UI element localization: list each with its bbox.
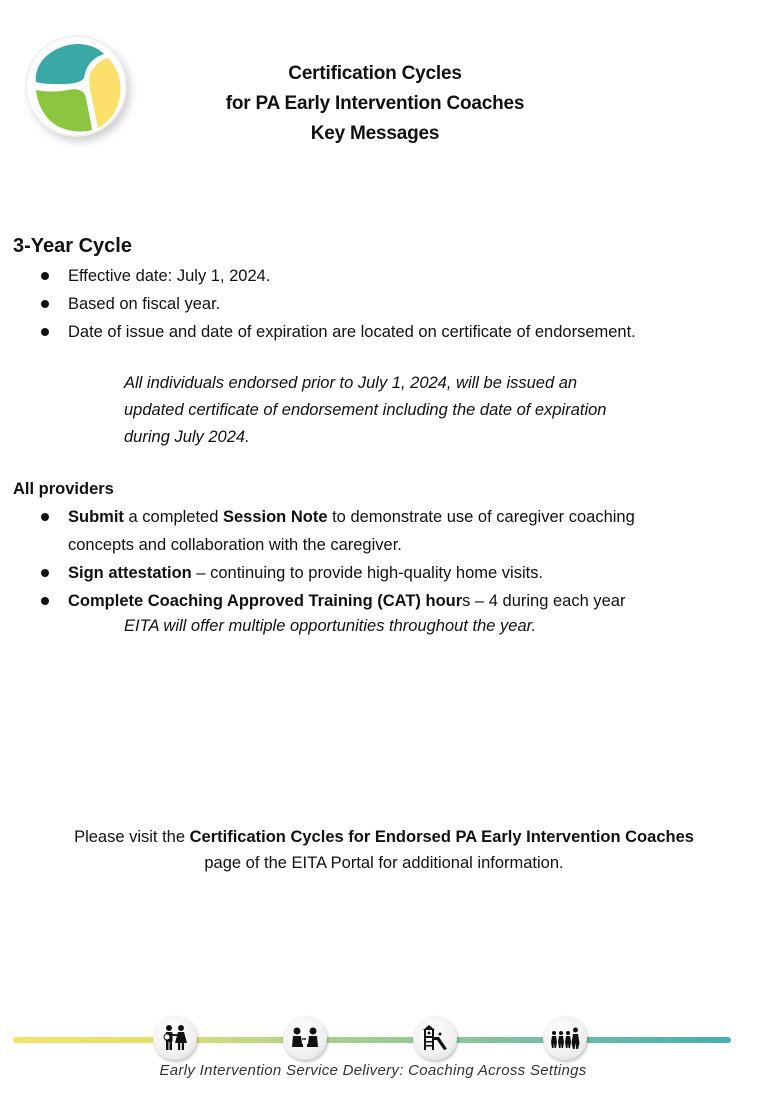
bullet-icon: [41, 300, 49, 308]
footer-caption: Early Intervention Service Delivery: Coaching Across Settings: [159, 1062, 587, 1079]
family-icon: [153, 1016, 197, 1060]
endorsement-note: [124, 370, 744, 451]
title-line-3: Key Messages: [310, 123, 440, 144]
bullet-icon: [41, 597, 49, 605]
list-item-text: Based on fiscal year.: [68, 295, 221, 313]
eita-logo: [24, 34, 138, 148]
playground-icon: [413, 1016, 457, 1060]
list-item-text: Date of issue and date of expiration are located on certificate of endorsement.: [68, 323, 636, 341]
page-title: [140, 59, 610, 149]
list-item-text: to demonstrate use of caregiver coaching: [327, 508, 635, 526]
three-year-cycle-heading: 3-Year Cycle: [13, 235, 132, 257]
session-note-label: Session Note: [222, 508, 328, 526]
list-item-text: s – 4 during each year: [462, 592, 626, 610]
visit-prefix: Please visit the: [74, 828, 190, 846]
list-item: [0, 503, 635, 559]
bullet-icon: [41, 328, 49, 336]
cat-hours-label: Complete Coaching Approved Training (CAT) hour: [68, 592, 463, 610]
list-item: [0, 290, 636, 318]
list-item-text: – continuing to provide high-quality home visits.: [191, 564, 544, 582]
list-item-text: a completed: [123, 508, 223, 526]
list-item-text: Effective date: July 1, 2024.: [68, 267, 271, 285]
list-item: [0, 318, 636, 346]
visit-line-2: page of the EITA Portal for additional information.: [204, 854, 564, 872]
bullet-icon: [41, 272, 49, 280]
children-group-icon: [543, 1016, 587, 1060]
list-item: [0, 262, 636, 290]
all-providers-list: [0, 503, 635, 615]
visit-message: [0, 824, 768, 876]
list-item: [0, 587, 635, 615]
list-item: [0, 559, 635, 587]
all-providers-heading: All providers: [13, 480, 114, 498]
footer-gradient-line: [13, 1037, 731, 1043]
caregiver-child-icon: [283, 1016, 327, 1060]
visit-line-1: [0, 824, 768, 850]
bullet-icon: [41, 569, 49, 577]
note-line: updated certificate of endorsement including the date of expiration: [124, 401, 607, 419]
title-line-1: Certification Cycles: [288, 63, 462, 84]
title-line-2: for PA Early Intervention Coaches: [225, 93, 525, 114]
list-item-continuation: concepts and collaboration with the caregiver.: [68, 536, 402, 554]
logo-icon: [24, 34, 138, 148]
note-line: All individuals endorsed prior to July 1, 2024, will be issued an: [124, 374, 578, 392]
sign-attestation-label: Sign attestation: [68, 564, 192, 582]
eita-opportunities-note: EITA will offer multiple opportunities throughout the year.: [124, 617, 537, 635]
certification-cycles-page-link: Certification Cycles for Endorsed PA Early Intervention Coaches: [189, 828, 694, 846]
note-line: during July 2024.: [124, 428, 250, 446]
submit-label: Submit: [68, 508, 124, 526]
three-year-cycle-list: [0, 262, 636, 346]
bullet-icon: [41, 513, 49, 521]
